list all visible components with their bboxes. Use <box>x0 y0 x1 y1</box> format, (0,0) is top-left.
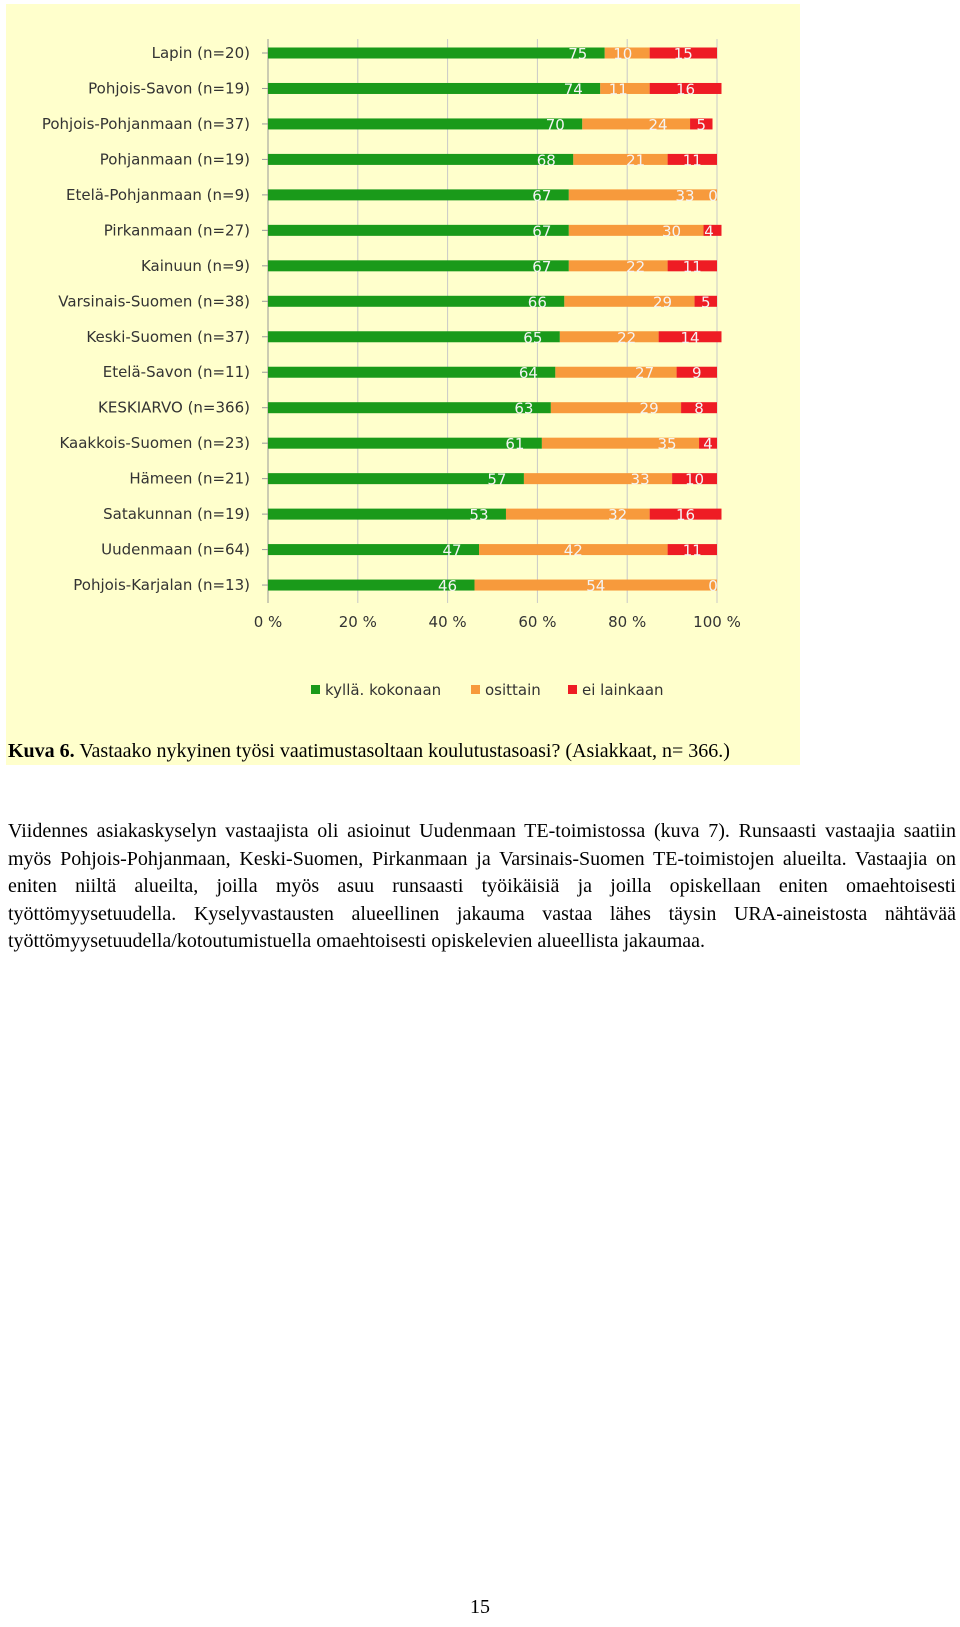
caption-label: Kuva 6. <box>8 740 75 762</box>
body-paragraph: Viidennes asiakaskyselyn vastaajista oli asioinut Uudenmaan TE-toimistossa (kuva 7). Runsaasti vastaajia saatiin myös Pohjois-Pohjanmaan, Keski-Suomen, Pirkanmaan ja Varsinais-Suomen TE-toimistojen alueilta. Vastaajia on eniten niiltä alueilta, joilla myös asuu runsaasti työikäisiä ja joilla opiskellaan eniten omaehtoisesti työttömyysetuudella. Kyselyvastausten alueellinen jakauma vastaa lähes täysin URA-aineistosta nähtävää työttömyysetuudella/kotoutumistuella omaehtoisesti opiskelevien alueellista jakaumaa. <box>8 820 956 952</box>
data-label: 5 <box>696 115 707 134</box>
bar-segment <box>268 260 569 271</box>
bar-segment <box>268 225 569 236</box>
bar-segment <box>573 154 667 165</box>
data-label: 22 <box>617 328 637 347</box>
bar-segment <box>268 296 564 307</box>
category-label: Hämeen (n=21) <box>129 469 250 488</box>
data-label: 29 <box>639 399 659 418</box>
data-label: 47 <box>442 541 462 560</box>
data-label: 35 <box>657 435 677 454</box>
data-label: 46 <box>437 577 458 596</box>
bar-segment <box>268 402 551 413</box>
category-label: Kainuun (n=9) <box>140 256 250 275</box>
data-label: 10 <box>613 45 633 63</box>
data-label: 33 <box>630 470 650 489</box>
data-label: 14 <box>680 328 700 347</box>
category-label: Pohjanmaan (n=19) <box>99 150 250 169</box>
bar-segment <box>564 296 694 307</box>
data-label: 15 <box>673 45 693 63</box>
data-label: 32 <box>608 506 628 525</box>
data-label: 10 <box>685 470 705 489</box>
category-label: Pohjois-Karjalan (n=13) <box>73 576 250 595</box>
data-label: 67 <box>532 222 552 241</box>
x-tick-label: 80 % <box>608 613 647 632</box>
x-tick-label: 0 % <box>253 613 283 632</box>
x-tick-label: 100 % <box>693 613 741 632</box>
data-label: 29 <box>653 293 673 312</box>
data-label: 65 <box>523 328 543 347</box>
data-label: 74 <box>563 80 583 99</box>
bar-segment <box>268 48 605 59</box>
category-label: Etelä-Pohjanmaan (n=9) <box>65 185 250 204</box>
data-label: 16 <box>676 80 696 99</box>
legend-swatch <box>568 685 577 694</box>
legend-label: osittain <box>485 681 541 699</box>
bar-segment <box>506 509 650 520</box>
category-label: Satakunnan (n=19) <box>103 505 250 524</box>
bar-segment <box>268 118 582 129</box>
bar-segment <box>268 83 600 94</box>
category-label: Keski-Suomen (n=37) <box>86 327 250 346</box>
data-label: 54 <box>586 577 606 596</box>
data-label: 16 <box>676 506 696 525</box>
category-label: Etelä-Savon (n=11) <box>102 363 250 382</box>
data-label: 4 <box>704 222 714 241</box>
bar-segment <box>524 473 672 484</box>
bar-segment <box>268 438 542 449</box>
data-label: 9 <box>692 364 702 383</box>
data-label: 11 <box>682 257 702 276</box>
data-label: 22 <box>626 257 646 276</box>
bar-segment <box>569 225 704 236</box>
category-label: Kaakkois-Suomen (n=23) <box>59 434 250 453</box>
figure-caption <box>8 740 730 763</box>
category-label: Uudenmaan (n=64) <box>101 540 250 559</box>
data-label: 8 <box>694 399 704 418</box>
bar-segment <box>268 331 560 342</box>
data-label: 33 <box>675 186 695 205</box>
data-label: 11 <box>608 80 628 99</box>
category-label: Pirkanmaan (n=27) <box>103 221 250 240</box>
data-label: 68 <box>536 151 556 170</box>
stacked-bar-chart <box>6 4 800 765</box>
category-label: KESKIARVO (n=366) <box>98 398 250 417</box>
data-label: 24 <box>648 115 668 134</box>
bar-segment <box>560 331 659 342</box>
bar-segment <box>268 154 573 165</box>
legend-label: ei lainkaan <box>582 681 664 699</box>
bar-segment <box>569 189 717 200</box>
page-number: 15 <box>470 1596 490 1618</box>
bar-segment <box>268 473 524 484</box>
data-label: 11 <box>682 541 702 560</box>
data-label: 0 <box>708 577 718 596</box>
data-label: 61 <box>505 435 525 454</box>
x-tick-label: 60 % <box>518 613 557 632</box>
data-label: 27 <box>635 364 655 383</box>
data-label: 0 <box>708 186 718 205</box>
data-label: 67 <box>532 257 552 276</box>
bar-segment <box>268 189 569 200</box>
bar-segment <box>551 402 681 413</box>
data-label: 57 <box>487 470 507 489</box>
data-label: 64 <box>518 364 538 383</box>
data-label: 42 <box>563 541 583 560</box>
bar-segment <box>555 367 676 378</box>
data-label: 66 <box>527 293 547 312</box>
data-label: 63 <box>514 399 534 418</box>
category-label: Pohjois-Pohjanmaan (n=37) <box>41 114 250 133</box>
x-tick-label: 40 % <box>428 613 467 632</box>
legend-label: kyllä. kokonaan <box>325 681 442 699</box>
data-label: 75 <box>568 45 588 63</box>
legend-swatch <box>311 685 320 694</box>
bar-segment <box>569 260 668 271</box>
caption-text: Vastaako nykyinen työsi vaatimustasoltaan koulutustasoasi? (Asiakkaat, n= 366.) <box>74 740 730 762</box>
data-label: 67 <box>532 186 552 205</box>
bar-segment <box>268 367 555 378</box>
data-label: 21 <box>626 151 646 170</box>
chart-figure <box>6 4 800 765</box>
bar-segment <box>582 118 690 129</box>
data-label: 53 <box>469 506 489 525</box>
category-label: Pohjois-Savon (n=19) <box>88 79 250 98</box>
category-label: Lapin (n=20) <box>151 44 250 62</box>
data-label: 30 <box>661 222 682 241</box>
legend-swatch <box>471 685 480 694</box>
data-label: 4 <box>703 435 713 454</box>
data-label: 70 <box>545 115 565 134</box>
x-tick-label: 20 % <box>338 613 377 632</box>
category-label: Varsinais-Suomen (n=38) <box>58 292 250 311</box>
data-label: 11 <box>682 151 702 170</box>
data-label: 5 <box>701 293 711 312</box>
